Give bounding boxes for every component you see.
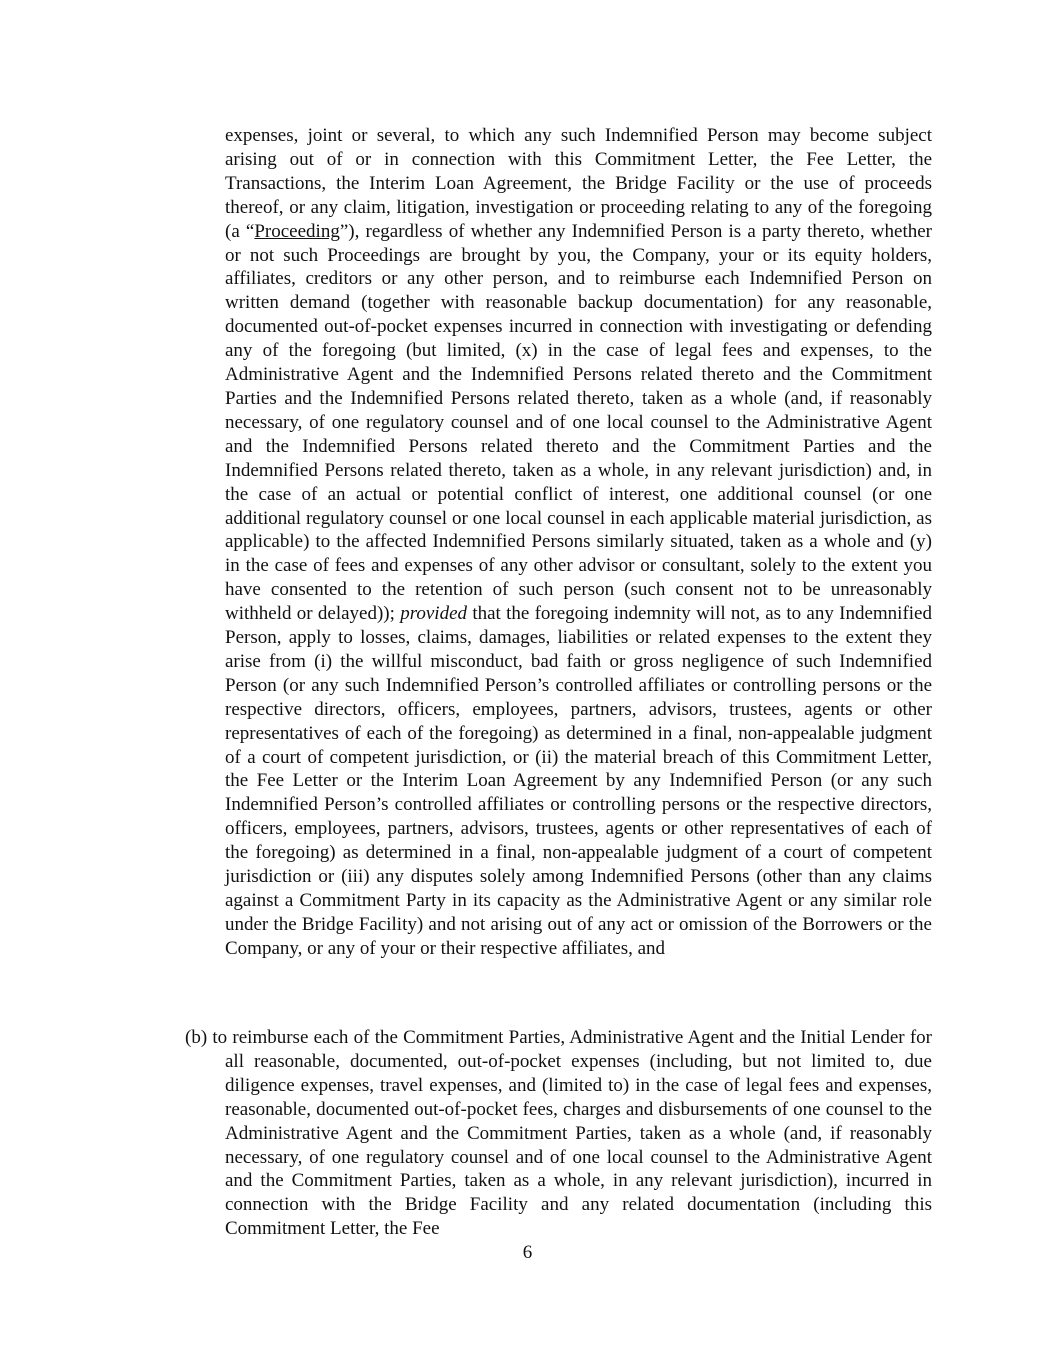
list-marker-b: (b): [185, 1027, 208, 1048]
defined-term-proceeding: Proceeding: [254, 220, 340, 242]
page-number: 6: [522, 1242, 533, 1263]
paragraph-a-text-3: that the foregoing indemnity will not, as to any Indemnified Person, apply to losses, claims, damages, liabilities or related expenses to the extent they arise from (i) the willful misconduct, bad faith or gross negligence of such Indemnified Person (or any such Indemnified Person’s controlled affiliates or controlling persons or the respective directors, officers, employees, partners, advisors, trustees, agents or other representatives of each of the foregoing) as determined in a final, non-appealable judgment of a court of competent jurisdiction, or (ii) the material breach of this Commitment Letter, the Fee Letter or the Interim Loan Agreement by any Indemnified Person (or any such Indemnified Person’s controlled affiliates or controlling persons or the respective directors, officers, employees, partners, advisors, trustees, agents or other representatives of each of the foregoing) as determined in a final, non-appealable judgment of a court of competent jurisdiction or (iii) any disputes solely among Indemnified Persons (other than any claims against a Commitment Party in its capacity as the Administrative Agent or any similar role under the Bridge Facility) and not arising out of any act or omission of the Borrowers or the Company, or any of your or their respective affiliates, and: [225, 603, 932, 959]
reimbursement-paragraph: [185, 1026, 933, 1241]
paragraph-b-text: to reimburse each of the Commitment Parties, Administrative Agent and the Initial Lender for all reasonable, documented, out-of-pocket expenses (including, but not limited to, due diligence expenses, travel expenses, and (limited to) in the case of legal fees and expenses, reasonable, documented out-of-pocket fees, charges and disbursements of one counsel to the Administrative Agent and the Commitment Parties, taken as a whole (and, if reasonably necessary, of one regulatory counsel and of one local counsel to the Administrative Agent and the Commitment Parties, taken as a whole, in any relevant jurisdiction), incurred in connection with the Bridge Facility and any related documentation (including this Commitment Letter, the Fee: [212, 1027, 933, 1240]
paragraph-a-text-2: ”), regardless of whether any Indemnified Person is a party thereto, whether or not such Proceedings are brought by you, the Company, your or its equity holders, affiliates, creditors or any other person, and to reimburse each Indemnified Person on written demand (together with reasonable backup documentation) for any reasonable, documented out-of-pocket expenses incurred in connection with investigating or defending any of the foregoing (but limited, (x) in the case of legal fees and expenses, to the Administrative Agent and the Indemnified Persons related thereto and the Commitment Parties and the Indemnified Persons related thereto, taken as a whole (and, if reasonably necessary, of one regulatory counsel and of one local counsel to the Administrative Agent and the Indemnified Persons related thereto and the Commitment Parties and the Indemnified Persons related thereto, taken as a whole, in any relevant jurisdiction) and, in the case of an actual or potential conflict of interest, one additional counsel (or one additional regulatory counsel or one local counsel in each applicable material jurisdiction, as applicable) to the affected Indemnified Persons similarly situated, taken as a whole and (y) in the case of fees and expenses of any other advisor or consultant, solely to the extent you have consented to the retention of such person (such consent not to be unreasonably withheld or delayed));: [225, 220, 932, 625]
italic-term-provided: provided: [400, 603, 468, 625]
indemnification-paragraph: [225, 124, 932, 961]
paragraph-a-text-1: expenses, joint or several, to which any such Indemnified Person may become subject arising out of or in connection with this Commitment Letter, the Fee Letter, the Transactions, the Interim Loan Agreement, the Bridge Facility or the use of proceeds thereof, or any claim, litigation, investigation or proceeding relating to any of the foregoing (a “: [225, 125, 932, 242]
